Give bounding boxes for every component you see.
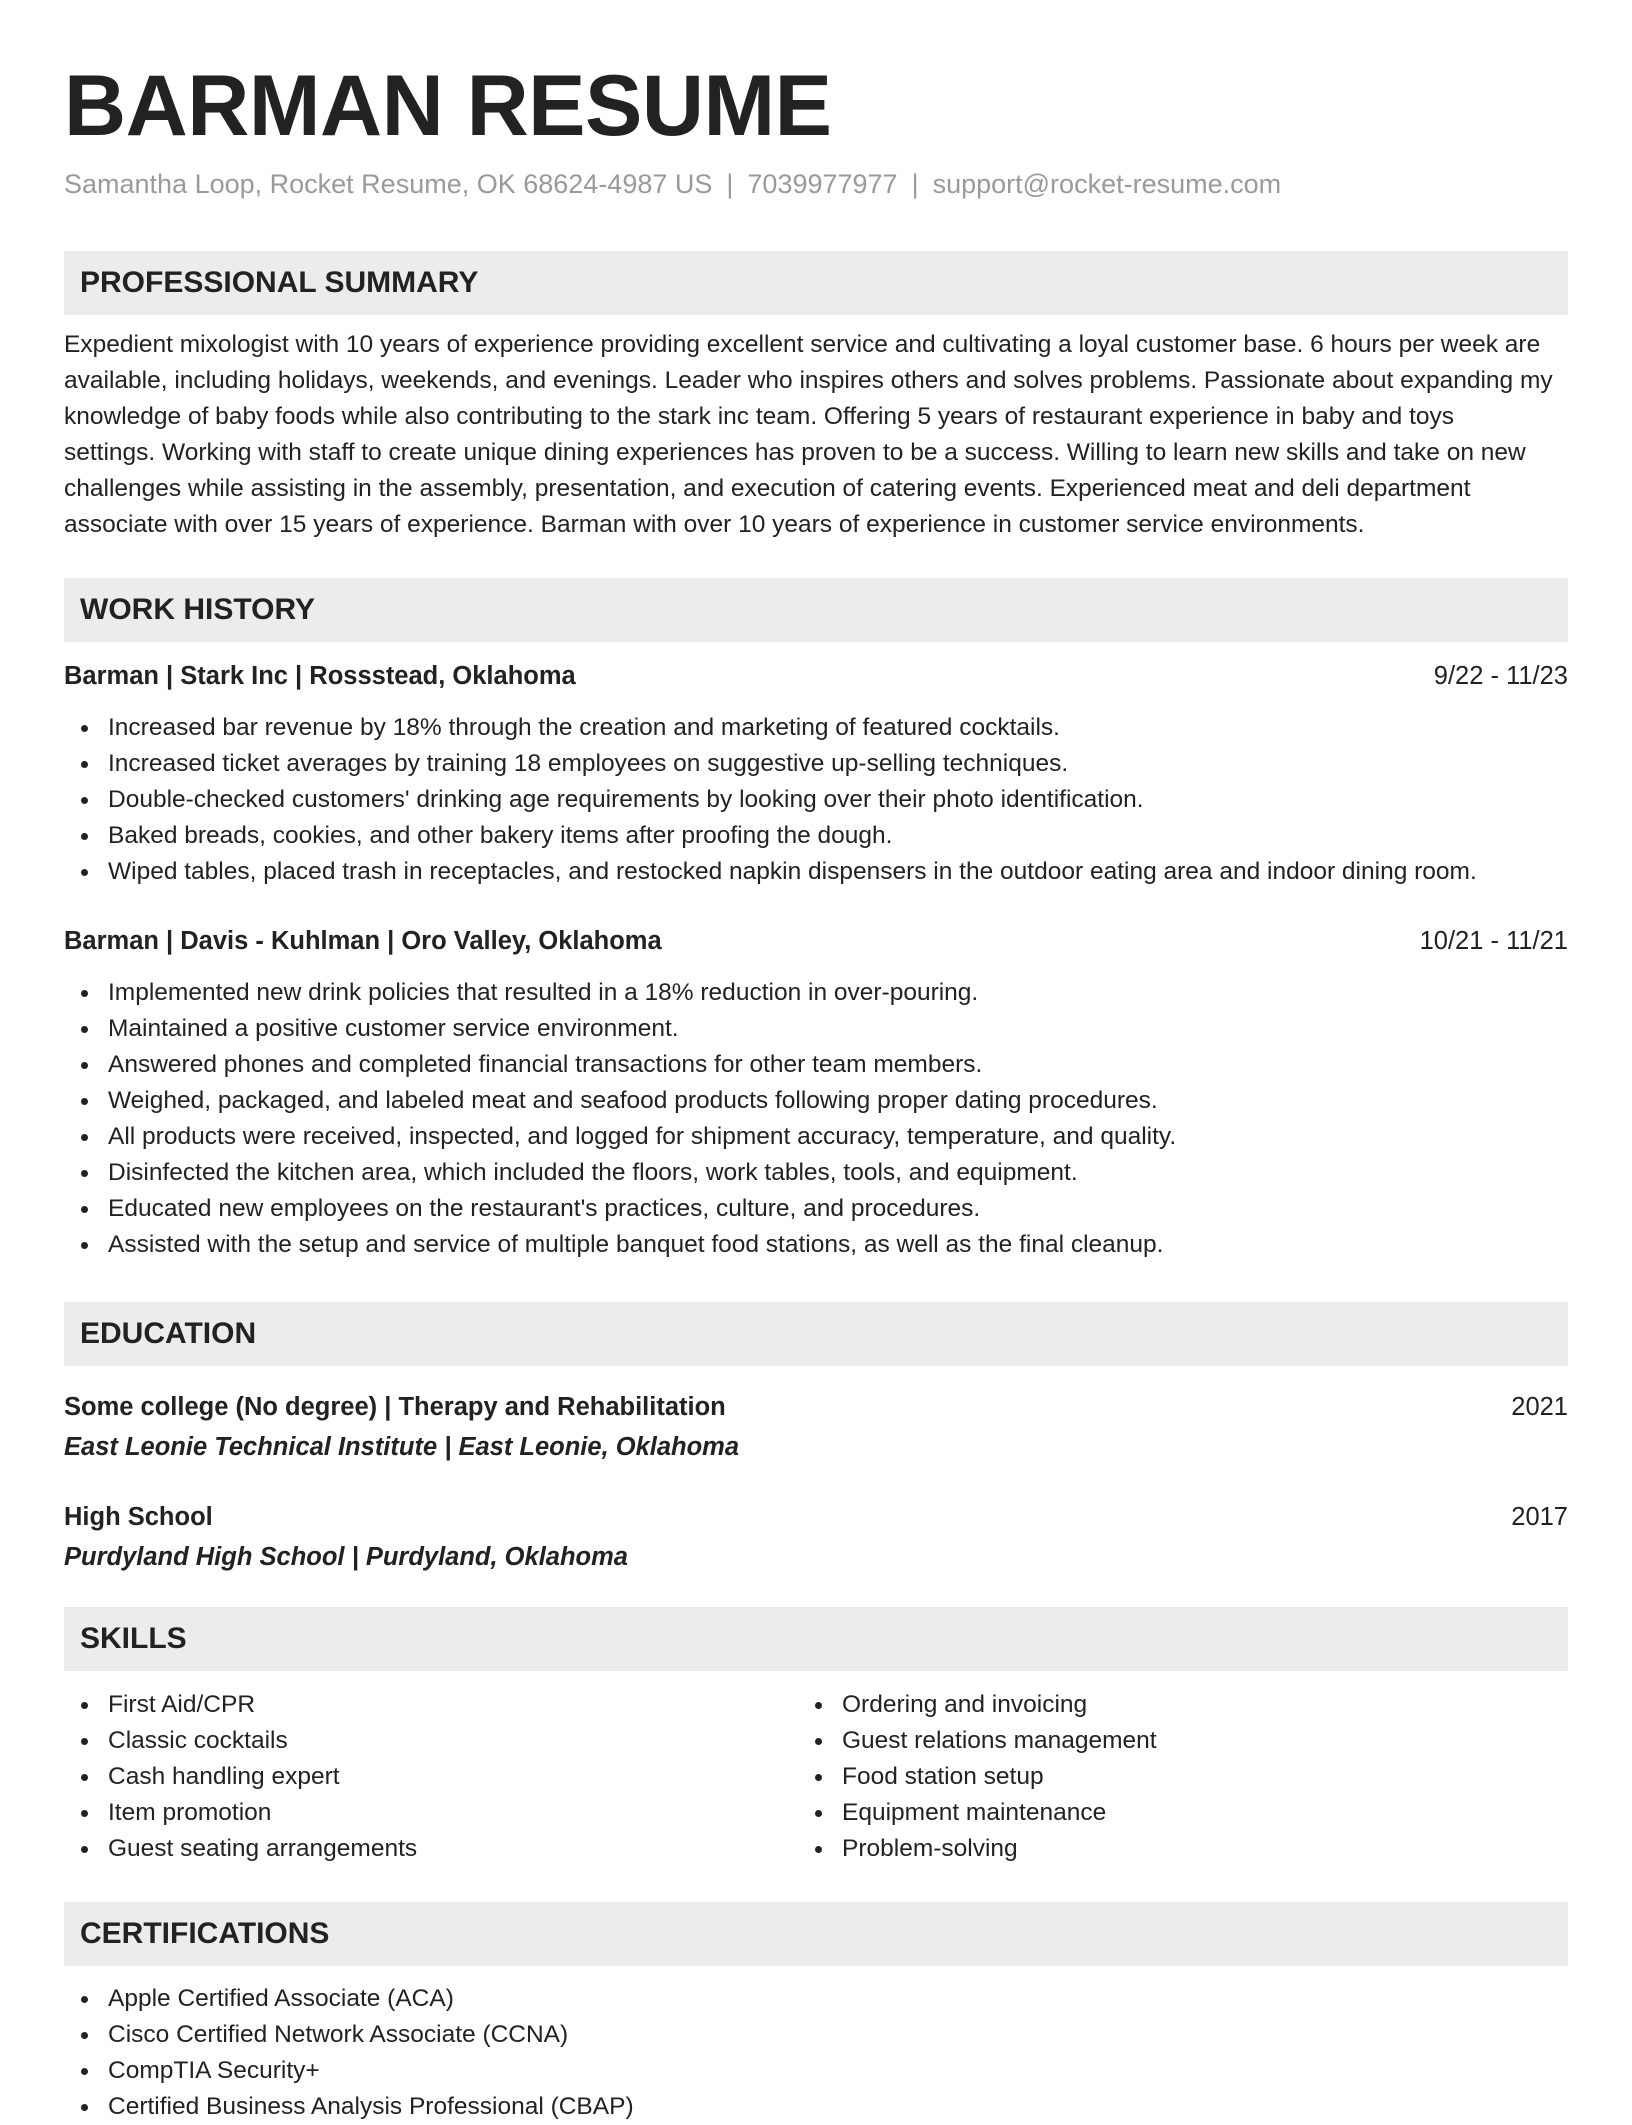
job-bullet: Assisted with the setup and service of multiple banquet food stations, as well as the final cleanup. <box>64 1227 1568 1263</box>
certification-item: Cisco Certified Network Associate (CCNA) <box>64 2017 1568 2053</box>
education-header <box>64 1499 1568 1535</box>
education-section <box>64 1302 1568 1366</box>
job-bullet: Increased ticket averages by training 18 employees on suggestive up-selling techniques. <box>64 746 1568 782</box>
contact-phone: 7039977977 <box>747 169 898 199</box>
work-history-section <box>64 578 1568 642</box>
contact-line <box>64 166 1281 202</box>
contact-separator: | <box>911 169 919 199</box>
education-header <box>64 1389 1568 1425</box>
resume-title: BARMAN RESUME <box>64 58 832 154</box>
job-dates: 10/21 - 11/21 <box>1419 927 1568 955</box>
certification-bullets <box>64 1981 1568 2125</box>
job-bullet: Increased bar revenue by 18% through the creation and marketing of featured cocktails. <box>64 710 1568 746</box>
summary-line: associate with over 15 years of experience. Barman with over 10 years of experience in customer service environments. <box>64 511 1365 538</box>
certification-item: Apple Certified Associate (ACA) <box>64 1981 1568 2017</box>
certification-item: Certified Business Analysis Professional (CBAP) <box>64 2089 1568 2125</box>
skills-list <box>64 1687 1568 1867</box>
summary-line: knowledge of baby foods while also contributing to the stark inc team. Offering 5 years of restaurant experience in baby and toys <box>64 403 1455 430</box>
skill-item: Cash handling expert <box>64 1759 798 1795</box>
job-bullet: Double-checked customers' drinking age requirements by looking over their photo identification. <box>64 782 1568 818</box>
skill-item: Equipment maintenance <box>798 1795 1532 1831</box>
certification-item: CompTIA Security+ <box>64 2053 1568 2089</box>
skills-column-left <box>64 1687 798 1867</box>
education-year: 2021 <box>1511 1393 1568 1421</box>
job-dates: 9/22 - 11/23 <box>1433 662 1568 690</box>
education-institution: East Leonie Technical Institute | East Leonie, Oklahoma <box>64 1433 740 1461</box>
skills-section <box>64 1607 1568 1671</box>
job-entry <box>64 923 1568 1263</box>
education-degree: Some college (No degree) | Therapy and Rehabilitation <box>64 1393 726 1421</box>
job-entry <box>64 658 1568 890</box>
job-bullet: Maintained a positive customer service environment. <box>64 1011 1568 1047</box>
certifications-section <box>64 1902 1568 1966</box>
education-institution: Purdyland High School | Purdyland, Oklahoma <box>64 1543 628 1571</box>
skill-item: Classic cocktails <box>64 1723 798 1759</box>
job-bullet: Educated new employees on the restaurant's practices, culture, and procedures. <box>64 1191 1568 1227</box>
summary-line: settings. Working with staff to create unique dining experiences has proven to be a success. Willing to learn new skills and take on new <box>64 439 1526 466</box>
summary-line: available, including holidays, weekends, and evenings. Leader who inspires others and solves problems. Passionate about expanding my <box>64 367 1553 394</box>
job-bullet: Weighed, packaged, and labeled meat and seafood products following proper dating procedures. <box>64 1083 1568 1119</box>
education-heading: EDUCATION <box>64 1302 1568 1366</box>
skill-item: Food station setup <box>798 1759 1532 1795</box>
certifications-list <box>64 1981 1568 2125</box>
education-entry <box>64 1499 1568 1575</box>
skills-heading: SKILLS <box>64 1607 1568 1671</box>
job-title: Barman | Davis - Kuhlman | Oro Valley, Oklahoma <box>64 927 662 955</box>
certifications-heading: CERTIFICATIONS <box>64 1902 1568 1966</box>
skill-item: Problem-solving <box>798 1831 1532 1867</box>
summary-section <box>64 251 1568 543</box>
contact-address: Samantha Loop, Rocket Resume, OK 68624-4987 US <box>64 169 713 199</box>
job-bullet: Disinfected the kitchen area, which included the floors, work tables, tools, and equipment. <box>64 1155 1568 1191</box>
job-bullet: Answered phones and completed financial transactions for other team members. <box>64 1047 1568 1083</box>
job-bullet: Implemented new drink policies that resulted in a 18% reduction in over-pouring. <box>64 975 1568 1011</box>
skill-item: Guest seating arrangements <box>64 1831 798 1867</box>
job-header <box>64 923 1568 959</box>
education-entry <box>64 1389 1568 1465</box>
job-bullet: Wiped tables, placed trash in receptacles, and restocked napkin dispensers in the outdoor eating area and indoor dining room. <box>64 854 1568 890</box>
contact-separator: | <box>726 169 734 199</box>
skill-item: First Aid/CPR <box>64 1687 798 1723</box>
job-title: Barman | Stark Inc | Rossstead, Oklahoma <box>64 662 576 690</box>
skill-item: Item promotion <box>64 1795 798 1831</box>
contact-email: support@rocket-resume.com <box>932 169 1282 199</box>
skill-item: Ordering and invoicing <box>798 1687 1532 1723</box>
education-year: 2017 <box>1511 1503 1568 1531</box>
job-bullets <box>64 975 1568 1263</box>
summary-line: Expedient mixologist with 10 years of experience providing excellent service and cultivating a loyal customer base. 6 hours per week are <box>64 331 1541 358</box>
job-header <box>64 658 1568 694</box>
summary-line: challenges while assisting in the assembly, presentation, and execution of catering events. Experienced meat and deli department <box>64 475 1471 502</box>
summary-text <box>64 315 1568 543</box>
summary-heading: PROFESSIONAL SUMMARY <box>64 251 1568 315</box>
work-history-heading: WORK HISTORY <box>64 578 1568 642</box>
education-degree: High School <box>64 1503 213 1531</box>
job-bullets <box>64 710 1568 890</box>
skill-item: Guest relations management <box>798 1723 1532 1759</box>
job-bullet: All products were received, inspected, and logged for shipment accuracy, temperature, and quality. <box>64 1119 1568 1155</box>
skills-column-right <box>798 1687 1532 1867</box>
job-bullet: Baked breads, cookies, and other bakery items after proofing the dough. <box>64 818 1568 854</box>
